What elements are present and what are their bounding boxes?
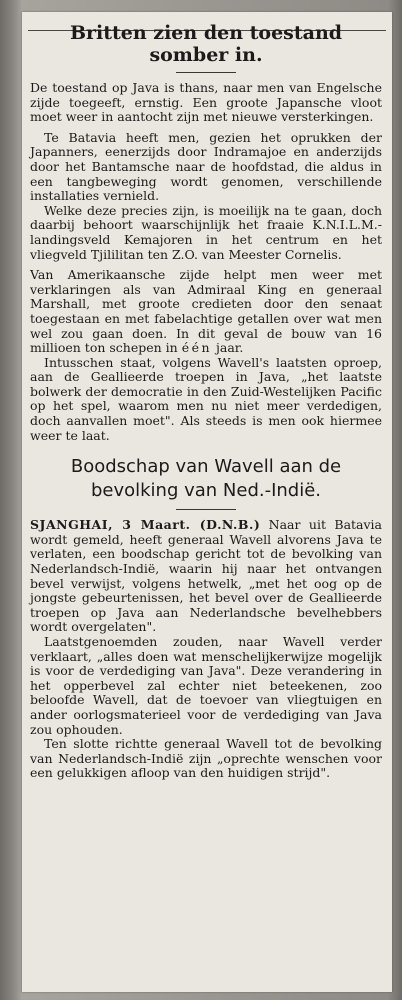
article2-title [30,455,382,503]
article2-paragraph-1 [30,518,382,635]
article2-title-line1: Boodschap van Wavell aan de [70,456,342,478]
article2-p1-text: Naar uit Batavia wordt gemeld, heeft generaal Wavell alvorens Java te verlaten, een boodschap gericht tot de bevolking van Nederlandsch-Indië, waarin hij naar het ontvangen bevel verwijst, volgens hetwelk, „met het oog op de jongste gebeurtenissen, het bevel over de Geallieerde troepen op Java aan Nederlandsche bevelhebbers wordt overgelaten". [30,517,383,635]
article1-paragraph-2: Te Batavia heeft men, gezien het oprukken der Japanners, eenerzijds door Indramajoe en anderzijds door het Bantamsche naar de hoofdstad, die aldus in een tangbeweging wordt genomen, verschillende installaties vernield. [30,129,382,204]
article1-title [30,22,382,66]
clipping-content [30,18,382,781]
article2-paragraph-2: Laatstgenoemden zouden, naar Wavell verder verklaart, „alles doen wat menschelijkerwijze mogelijk is voor de verdediging van Java". Deze verandering in het opperbevel zal echter niet beteekenen, zoo beloofde Wavell, dat de toevoer van vliegtuigen en ander oorlogsmaterieel voor de verdediging van Java zou ophouden. [30,634,382,737]
title-separator [176,72,236,73]
article2-paragraph-3: Ten slotte richtte generaal Wavell tot de bevolking van Nederlandsch-Indië zijn „oprechte wenschen voor een gelukkigen afloop van den huidigen strijd". [30,736,382,781]
article1-p4-emphasis: één [181,340,213,356]
article-britten [30,22,382,443]
article1-paragraph-4 [30,268,382,356]
article1-paragraph-3: Welke deze precies zijn, is moeilijk na te gaan, doch daarbij behoort waarschijnlijk het fraaie K.N.I.L.M.-landingsveld Kemajoren in het centrum en het vliegveld Tjililitan ten Z.O. van Meester Cornelis. [30,202,382,262]
article1-title-line2: somber in. [149,44,263,66]
article1-paragraph-1: De toestand op Java is thans, naar men van Engelsche zijde toegeeft, ernstig. Een groote Japansche vloot moet weer in aantocht zijn met nieuwe versterkingen. [30,80,382,125]
article2-title-line2: bevolking van Ned.-Indië. [90,480,322,502]
article1-p4-end: jaar. [212,340,244,356]
dateline: SJANGHAI, 3 Maart. (D.N.B.) [30,517,261,533]
article1-paragraph-5: Intusschen staat, volgens Wavell's laatsten oproep, aan de Geallieerde troepen in Java, „het laatste bolwerk der democratie in den Zuid-Westelijken Pacific op het spel, waarom men nu niet meer verdedigen, doch aanvallen moet". Als steeds is men ook hiermee weer te laat. [30,354,382,443]
article1-title-line1: Britten zien den toestand [69,22,343,44]
title-separator-2 [176,509,236,510]
article-wavell [30,455,382,781]
article1-p4-text: Van Amerikaansche zijde helpt men weer met verklaringen als van Admiraal King en generaal Marshall, met groote credieten door den senaat toegestaan en met fabelachtige getallen over wat men wel zou gaan doen. In dit geval de bouw van 16 millioen ton schepen in [30,267,382,356]
